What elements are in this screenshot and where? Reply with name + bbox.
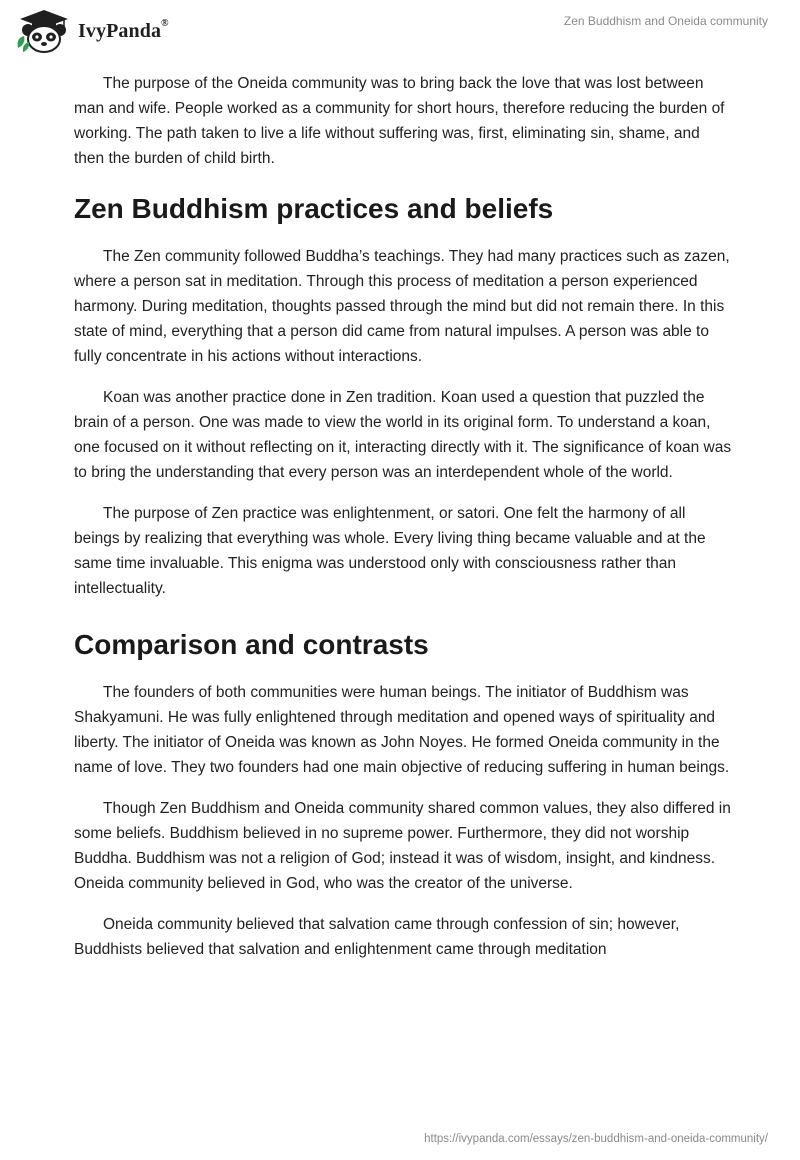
paragraph: Though Zen Buddhism and Oneida community shared common values, they also differed in some beliefs. Buddhism believed in no supreme power. Furthermore, they did not worship Buddha. Buddhism was not a religion of God; instead it was of wisdom, insight, and kindness. Oneida community believed in God, who was the creator of the universe. bbox=[74, 800, 731, 892]
registered-mark: ® bbox=[161, 18, 169, 30]
section-heading-comparison: Comparison and contrasts bbox=[74, 629, 429, 660]
section-heading-zen-practices: Zen Buddhism practices and beliefs bbox=[74, 193, 554, 224]
page-header bbox=[0, 0, 800, 60]
paragraph: The purpose of Zen practice was enlightenment, or satori. One felt the harmony of all beings by realizing that everything was whole. Every living thing became valuable and at the same time invaluable. This enigma was understood only with consciousness rather than intellectuality. bbox=[74, 505, 706, 597]
paragraph: The founders of both communities were human beings. The initiator of Buddhism was Shakyamuni. He was fully enlightened through meditation and opened ways of spirituality and liberty. The initiator of Oneida was known as John Noyes. He formed Oneida community in the name of love. They two founders had one main objective of reducing suffering in human beings. bbox=[74, 684, 730, 776]
intro-paragraph: The purpose of the Oneida community was to bring back the love that was lost between man and wife. People worked as a community for short hours, therefore reducing the burden of working. The path taken to live a life without suffering was, first, eliminating sin, shame, and then the burden of child birth. bbox=[74, 75, 725, 167]
source-url-link[interactable]: https://ivypanda.com/essays/zen-buddhism-and-oneida-community/ bbox=[424, 1133, 768, 1145]
paragraph: Oneida community believed that salvation came through confession of sin; however, Buddhists believed that salvation and enlightenment came through meditation bbox=[74, 916, 680, 958]
essay-content bbox=[74, 71, 734, 978]
paragraph: The Zen community followed Buddha’s teachings. They had many practices such as zazen, where a person sat in meditation. Through this process of meditation a person experienced harmony. During meditation, thoughts passed through the mind but did not remain there. In this state of mind, everything that a person did came from natural impulses. A person was able to fully concentrate in his actions without interactions. bbox=[74, 248, 730, 365]
document-title: Zen Buddhism and Oneida community bbox=[563, 14, 768, 28]
ivypanda-logo-icon[interactable] bbox=[14, 8, 74, 54]
paragraph: Koan was another practice done in Zen tradition. Koan used a question that puzzled the brain of a person. One was made to view the world in its original form. To understand a koan, one focused on it without reflecting on it, interacting directly with it. The significance of koan was to bring the understanding that every person was an interdependent whole of the world. bbox=[74, 389, 732, 481]
brand-text: IvyPanda bbox=[78, 20, 162, 42]
brand-name[interactable] bbox=[78, 20, 169, 43]
